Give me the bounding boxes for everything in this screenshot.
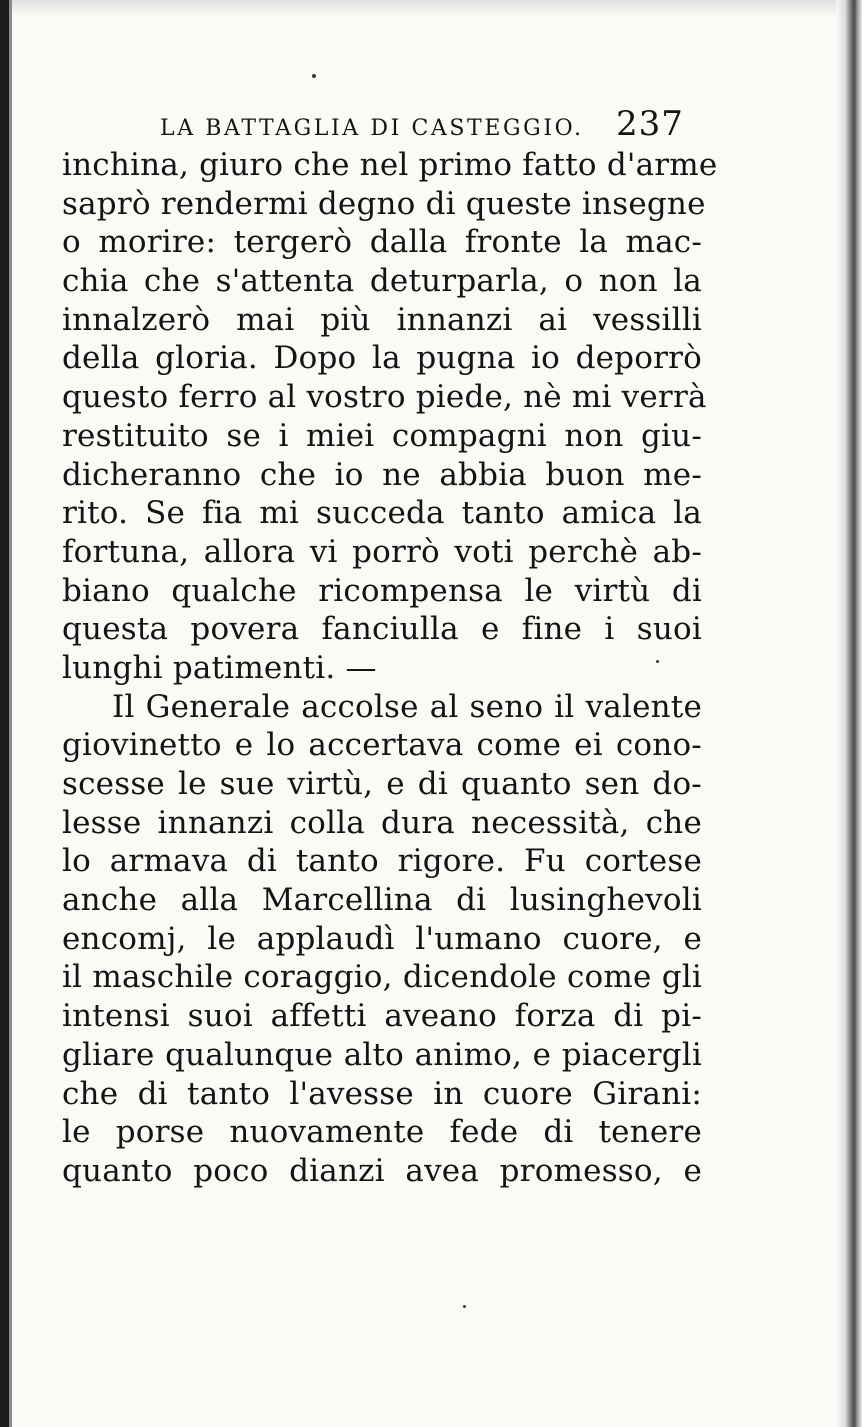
text-line: restituito se i miei compagni non giu- (62, 417, 702, 454)
page-header (160, 104, 720, 148)
page-top-edge (0, 0, 862, 18)
paragraph-1 (62, 146, 718, 688)
text-line: lo armava di tanto rigore. Fu cortese (62, 843, 702, 880)
text-line: lesse innanzi colla dura necessità, che (62, 804, 702, 841)
text-line: dicheranno che io ne abbia buon me- (62, 456, 702, 493)
book-spine-shadow (0, 0, 9, 1427)
text-line: biano qualche ricompensa le virtù di (62, 572, 702, 609)
paper-speck (656, 660, 659, 663)
text-line: gliare qualunque alto animo, e piacergli (62, 1036, 702, 1073)
text-line: scesse le sue virtù, e di quanto sen do- (62, 766, 702, 802)
text-line: rito. Se fia mi succeda tanto amica la (62, 495, 702, 532)
text-line: anche alla Marcellina di lusinghevoli (62, 882, 702, 919)
book-spine-gutter (9, 0, 12, 1427)
text-line: questo ferro al vostro piede, nè mi verrà (62, 379, 707, 416)
page-right-edge (836, 0, 862, 1427)
text-line: chia che s'attenta deturparla, o non la (62, 263, 702, 300)
running-title: LA BATTAGLIA DI CASTEGGIO. (160, 116, 584, 141)
text-line: il maschile coraggio, dicendole come gli (62, 959, 702, 996)
paper-speck (463, 1305, 466, 1308)
paragraph-2 (62, 688, 702, 1191)
text-line: innalzerò mai più innanzi ai vessilli (62, 301, 702, 338)
text-line: intensi suoi affetti aveano forza di pi- (62, 998, 702, 1035)
text-line: lunghi patimenti. — (62, 649, 377, 686)
text-line: o morire: tergerò dalla fronte la mac- (62, 224, 702, 261)
text-line: le porse nuovamente fede di tenere (62, 1114, 702, 1151)
text-line: inchina, giuro che nel primo fatto d'arme (62, 147, 718, 183)
text-line: giovinetto e lo accertava come ei cono- (62, 727, 702, 764)
text-line: della gloria. Dopo la pugna io deporrò (62, 340, 702, 377)
text-line: encomj, le applaudì l'umano cuore, e (62, 920, 702, 957)
text-line: questa povera fanciulla e fine i suoi (62, 611, 702, 648)
page-number: 237 (616, 104, 684, 144)
text-line: fortuna, allora vi porrò voti perchè ab- (62, 533, 702, 570)
text-line: che di tanto l'avesse in cuore Girani: (62, 1075, 702, 1112)
text-line: quanto poco dianzi avea promesso, e (62, 1152, 702, 1189)
text-line: saprò rendermi degno di queste insegne (62, 185, 706, 222)
text-line: Il Generale accolse al seno il valente (112, 688, 702, 725)
body-text (62, 146, 718, 1191)
paper-speck (312, 74, 316, 78)
